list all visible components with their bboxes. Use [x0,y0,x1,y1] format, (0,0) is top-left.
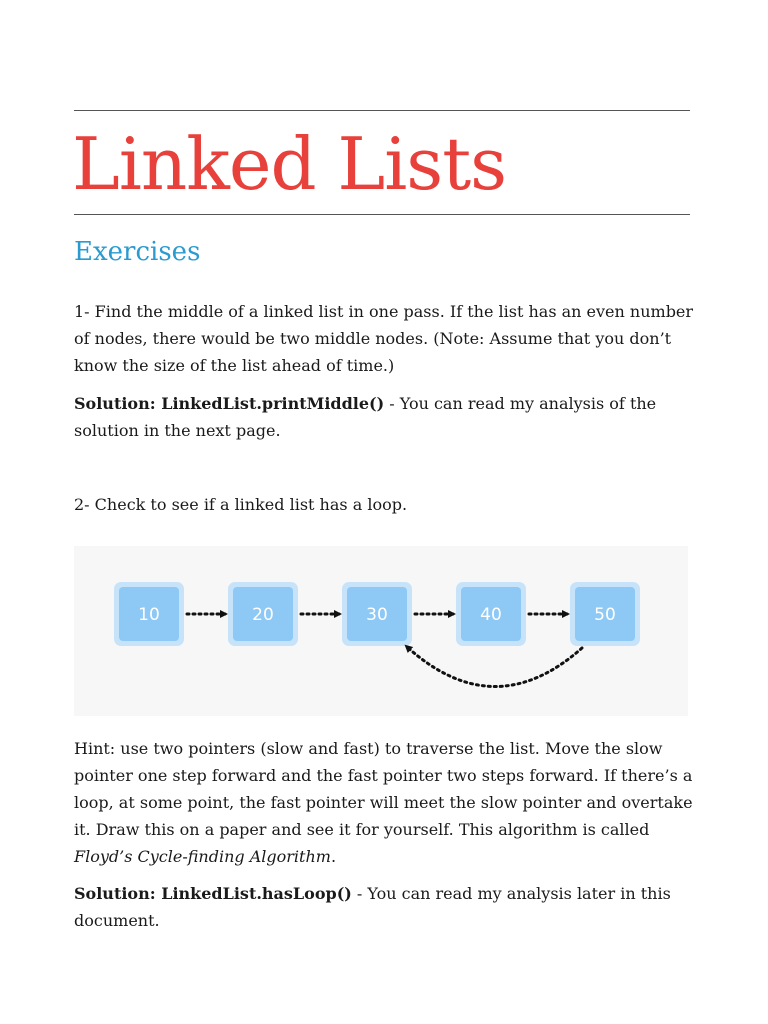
node-value: 40 [480,605,502,625]
solution-text: - You can read my analysis of the solution in the next page. [74,394,657,440]
list-node [456,582,526,646]
solution-label: Solution: LinkedList.printMiddle() [74,394,385,413]
hint-text: Hint: use two pointers (slow and fast) to traverse the list. Move the slow pointer one step forward and the fast pointer two steps forward. If there’s a loop, at some point, the fast pointer will meet the slow pointer and overtake it. Draw this on a paper and see it for yourself. This algorithm is called [74,739,693,839]
solution-text: - You can read my analysis later in this document. [74,884,671,930]
node-value: 30 [366,605,388,625]
list-node [342,582,412,646]
section-heading: Exercises [74,237,201,267]
hint-end: . [330,847,337,866]
list-node [570,582,640,646]
list-node [228,582,298,646]
node-value: 50 [594,605,616,625]
node-value: 10 [138,605,160,625]
page-title: Linked Lists [72,122,507,206]
exercise-2-question: 2- Check to see if a linked list has a loop. [74,495,408,514]
exercise-1-solution [74,390,694,444]
linked-list-loop-diagram [74,546,688,716]
algorithm-name: Floyd’s Cycle-finding Algorithm [74,847,331,866]
top-divider [74,110,690,111]
solution-label: Solution: LinkedList.hasLoop() [74,884,352,903]
exercise-1-question: 1- Find the middle of a linked list in one pass. If the list has an even number of nodes, there would be two middle nodes. (Note: Assume that you don’t know the size of the list ahead of time.) [74,302,694,375]
exercise-2-hint [74,735,694,870]
node-value: 20 [252,605,274,625]
exercise-2-solution [74,880,694,934]
title-divider [74,214,690,215]
list-node [114,582,184,646]
